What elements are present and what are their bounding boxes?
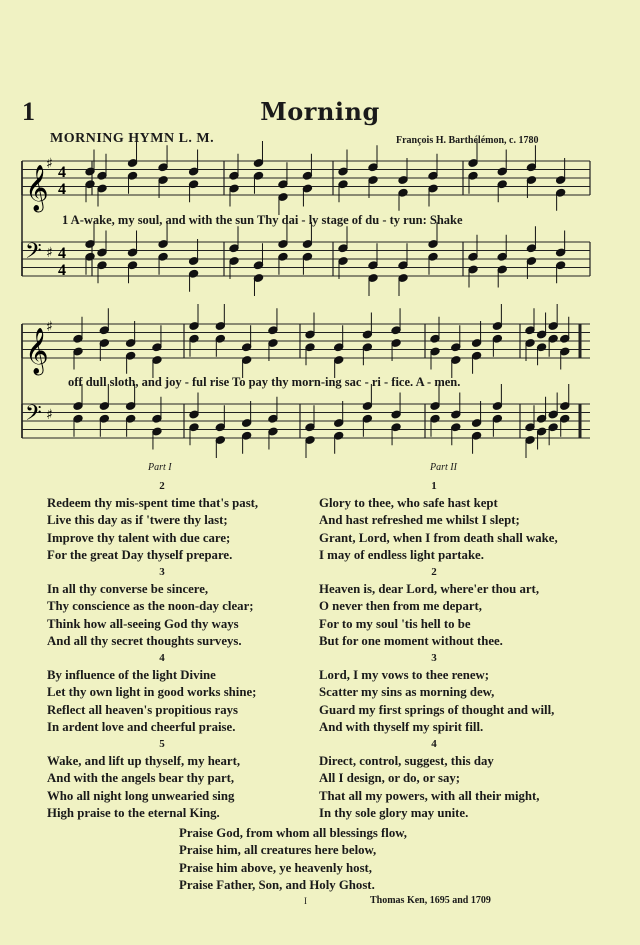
verse-block xyxy=(319,650,594,736)
verse-line: Lord, I my vows to thee renew; xyxy=(319,668,490,682)
time-signature: 4 xyxy=(58,262,66,279)
treble-clef-icon: 𝄞 xyxy=(25,165,49,211)
sharp-icon: ♯ xyxy=(46,245,53,261)
verse-line: Guard my first springs of thought and will, xyxy=(319,702,555,717)
verse-number: 1 xyxy=(431,480,437,492)
verse-line: Who all night long unwearied sing xyxy=(47,788,235,803)
verse-line: All I design, or do, or say; xyxy=(319,771,461,786)
verse-number: 3 xyxy=(159,566,165,578)
music-score xyxy=(0,0,640,470)
verse-line: Live this day as if 'twere thy last; xyxy=(47,513,228,528)
doxology-line: Praise God, from whom all blessings flow, xyxy=(179,826,407,840)
verse-block xyxy=(319,736,594,822)
doxology-line: Praise Father, Son, and Holy Ghost. xyxy=(179,877,375,892)
verse-block xyxy=(319,564,594,650)
sharp-icon: ♯ xyxy=(46,156,53,172)
verse-line: In thy sole glory may unite. xyxy=(319,805,469,820)
verse-line: And with thyself my spirit fill. xyxy=(319,719,484,734)
verse-block xyxy=(319,478,594,564)
verse-line: I may of endless light partake. xyxy=(319,547,484,562)
verse-line: O never then from me depart, xyxy=(319,599,483,614)
treble-clef-icon: 𝄞 xyxy=(25,328,49,374)
verse-line: And all thy secret thoughts surveys. xyxy=(47,633,242,648)
verse-block xyxy=(47,478,297,564)
verse-line: Scatter my sins as morning dew, xyxy=(319,685,495,700)
composer-credit: François H. Barthélémon, c. 1780 xyxy=(396,135,539,146)
verse-line: For the great Day thyself prepare. xyxy=(47,547,233,562)
verse-line: Let thy own light in good works shine; xyxy=(47,685,257,700)
verse-line: Improve thy talent with due care; xyxy=(47,530,231,545)
verse-line: And with the angels bear thy part, xyxy=(47,771,235,786)
verse-number: 2 xyxy=(431,566,437,578)
verse-block xyxy=(47,736,297,822)
footnote-mark: I xyxy=(304,896,307,906)
doxology xyxy=(179,825,407,894)
verse-line: In ardent love and cheerful praise. xyxy=(47,719,236,734)
verse-line: That all my powers, with all their might, xyxy=(319,788,540,803)
verse-number: 3 xyxy=(431,652,437,664)
sharp-icon: ♯ xyxy=(46,319,53,335)
time-signature: 4 xyxy=(58,245,66,262)
bass-clef-icon: 𝄢 xyxy=(25,239,42,269)
verse-line: Direct, control, suggest, this day xyxy=(319,754,494,768)
hymn-title: Morning xyxy=(260,97,380,126)
bass-clef-icon: 𝄢 xyxy=(25,401,42,431)
lyrics-line-2: off dull sloth, and joy - ful rise To pay thy morn-ing sac - ri - fice. A - men. xyxy=(68,375,461,389)
verse-line: By influence of the light Divine xyxy=(47,668,216,682)
hymn-number: 1 xyxy=(22,97,35,126)
author-credit: Thomas Ken, 1695 and 1709 xyxy=(370,895,491,906)
verse-line: Grant, Lord, when I from death shall wake, xyxy=(319,530,558,545)
verse-number: 2 xyxy=(159,480,165,492)
verse-line: Think how all-seeing God thy ways xyxy=(47,616,239,631)
verse-number: 5 xyxy=(159,738,165,750)
verse-number: 4 xyxy=(431,738,437,750)
verse-line: High praise to the eternal King. xyxy=(47,805,220,820)
verse-line: Heaven is, dear Lord, where'er thou art, xyxy=(319,582,540,596)
part-i-label: Part I xyxy=(148,462,172,473)
doxology-line: Praise him, all creatures here below, xyxy=(179,843,377,858)
verse-line: Redeem thy mis-spent time that's past, xyxy=(47,496,259,510)
verse-number: 4 xyxy=(159,652,165,664)
time-signature: 4 xyxy=(58,164,66,181)
verse-line: Wake, and lift up thyself, my heart, xyxy=(47,754,241,768)
verse-line: Thy conscience as the noon-day clear; xyxy=(47,599,254,614)
verse-line: Glory to thee, who safe hast kept xyxy=(319,496,498,510)
verse-line: And hast refreshed me whilst I slept; xyxy=(319,513,520,528)
verse-block xyxy=(47,650,297,736)
verse-line: For to my soul 'tis hell to be xyxy=(319,616,471,631)
verse-block xyxy=(47,564,297,650)
tune-name: MORNING HYMN L. M. xyxy=(50,131,215,146)
sharp-icon: ♯ xyxy=(46,407,53,423)
verse-line: But for one moment without thee. xyxy=(319,633,503,648)
verse-line: In all thy converse be sincere, xyxy=(47,582,209,596)
lyrics-line-1: 1 A-wake, my soul, and with the sun Thy dai - ly stage of du - ty run: Shake xyxy=(62,213,463,227)
doxology-line: Praise him above, ye heavenly host, xyxy=(179,860,373,875)
verse-line: Reflect all heaven's propitious rays xyxy=(47,702,238,717)
time-signature: 4 xyxy=(58,181,66,198)
part-ii-label: Part II xyxy=(430,462,457,473)
